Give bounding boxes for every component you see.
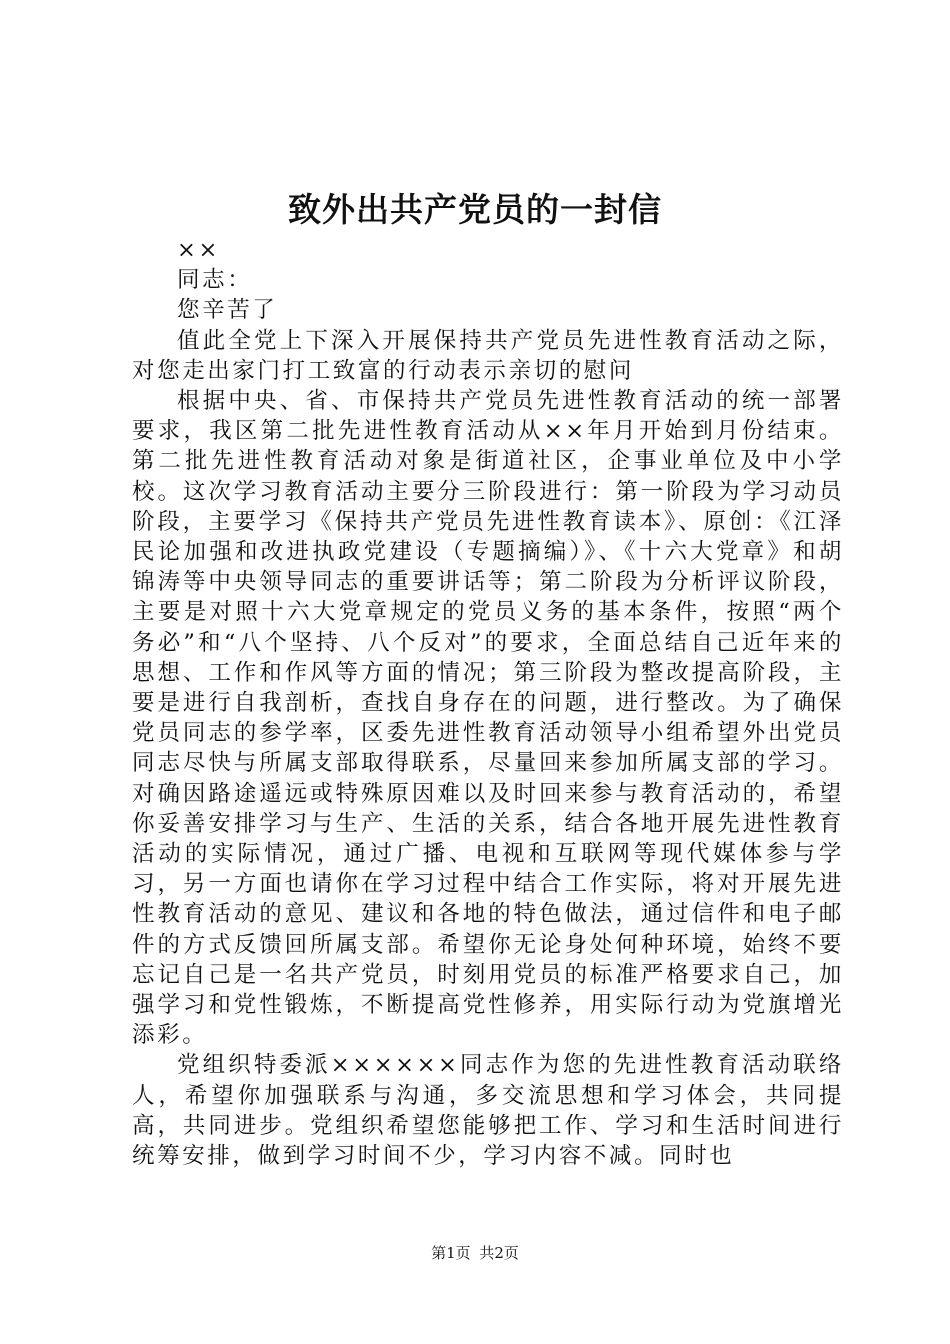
greeting: 您辛苦了 (177, 297, 278, 324)
page-footer (0, 1243, 950, 1263)
paragraph-liaison: 党组织特委派××××××同志作为您的先进性教育活动联络人，希望你加强联系与沟通，多交流思想和学习体会，共同提高，共同进步。党组织希望您能够把工作、学习和生活时间进行统筹安排，做到学习时间不少，学习内容不减。同时也 (132, 1052, 844, 1170)
letter-body (132, 235, 844, 1171)
page-total: 共2页 (479, 1244, 519, 1262)
page-number: 第1页 (431, 1244, 471, 1262)
salutation: 同志： (177, 267, 253, 294)
document-title: 致外出共产党员的一封信 (288, 190, 662, 229)
recipient-name: ×× (177, 237, 220, 263)
paragraph-main: 根据中央、省、市保持共产党员先进性教育活动的统一部署要求，我区第二批先进性教育活动从××年月开始到月份结束。第二批先进性教育活动对象是街道社区，企事业单位及中小学校。这次学习教育活动主要分三阶段进行：第一阶段为学习动员阶段，主要学习《保持共产党员先进性教育读本》、原创：《江泽民论加强和改进执政党建设（专题摘编）》、《十六大党章》和胡锦涛等中央领导同志的重要讲话等；第二阶段为分析评议阶段，主要是对照十六大党章规定的党员义务的基本条件，按照“两个务必”和“八个坚持、八个反对”的要求，全面总结自己近年来的思想、工作和作风等方面的情况；第三阶段为整改提高阶段，主要是进行自我剖析，查找自身存在的问题，进行整改。为了确保党员同志的参学率，区委先进性教育活动领导小组希望外出党员同志尽快与所属支部取得联系，尽量回来参加所属支部的学习。对确因路途遥远或特殊原因难以及时回来参与教育活动的，希望你妥善安排学习与生产、生活的关系，结合各地开展先进性教育活动的实际情况，通过广播、电视和互联网等现代媒体参与学习，另一方面也请你在学习过程中结合工作实际，将对开展先进性教育活动的意见、建议和各地的特色做法，通过信件和电子邮件的方式反馈回所属支部。希望你无论身处何种环境，始终不要忘记自己是一名共产党员，时刻用党员的标准严格要求自己，加强学习和党性锻炼，不断提高党性修养，用实际行动为党旗增光添彩。 (132, 388, 844, 1049)
paragraph-intro: 值此全党上下深入开展保持共产党员先进性教育活动之际，对您走出家门打工致富的行动表示亲切的慰问 (132, 327, 844, 384)
